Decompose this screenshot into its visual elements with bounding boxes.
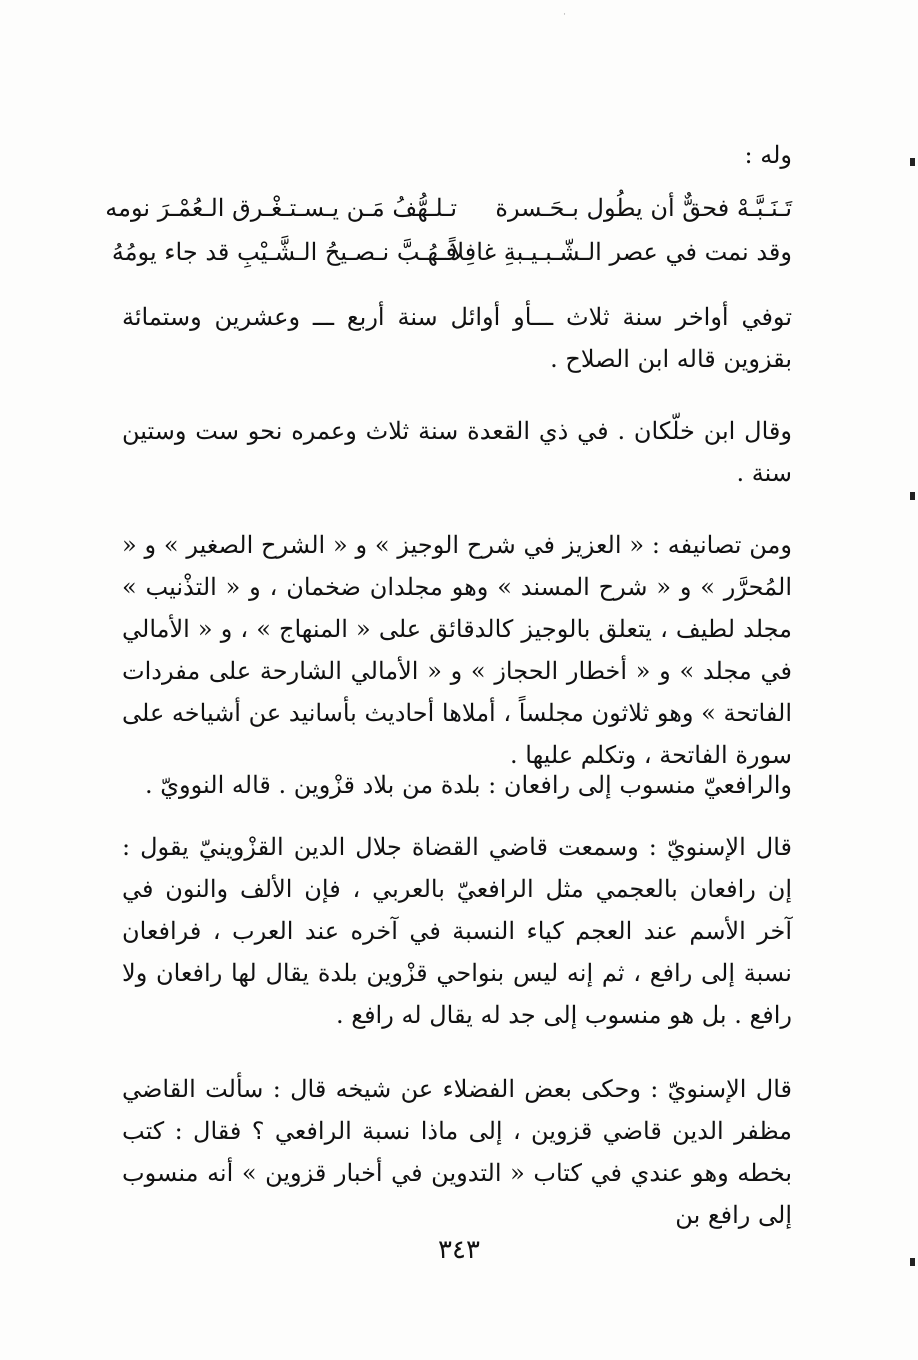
verse-second-hemistich: تـلـهُّفُ مَـن يـسـتـغْـرق الـعُمْـرَ نومه (105, 194, 457, 222)
paragraph-isnawi-qazwini: قال الإسنويّ : وسمعت قاضي القضاة جلال الدين القزْوينيّ يقول : إن رافعان بالعجمي مثل الرافعيّ بالعربي ، فإن الألف والنون في آخر الأسم عند العجم كياء النسبة في آخره عند العرب ، فرافعان نسبة إلى رافع ، ثم إنه ليس بنواحي قزْوين بلدة يقال لها رافعان ولا رافع . بل هو منسوب إلى جد له يقال له رافع . (122, 833, 792, 1029)
paragraph-death-date: توفي أواخر سنة ثلاث ـــأو أوائل سنة أربع ـــ وعشرين وستمائة بقزوين قاله ابن الصلاح . (122, 303, 792, 373)
verse-second-hemistich: فـهُـبَّ نـصـيحُ الـشَّـيْبِ قد جاء يومُهُ (111, 238, 457, 266)
scan-speck: ˙ (562, 13, 567, 24)
page-edge-mark (910, 1258, 915, 1266)
verse-line (111, 230, 792, 274)
page-edge-mark (910, 158, 915, 166)
paragraph-nisba: والرافعيّ منسوب إلى رافعان : بلدة من بلاد قزْوين . قاله النوويّ . (145, 771, 792, 799)
paragraph-isnawi-anecdote: قال الإسنويّ : وحكى بعض الفضلاء عن شيخه قال : سألت القاضي مظفر الدين قاضي قزوين ، إلى ماذا نسبة الرافعي ؟ فقال : كتب بخطه وهو عندي في كتاب « التدوين في أخبار قزوين » أنه منسوب إلى رافع بن (122, 1075, 792, 1229)
verse-first-hemistich: تَـنَـبَّـهْ فحقٌّ أن يطُول بـحَـسرة (495, 194, 792, 222)
poem (105, 186, 792, 274)
page-number: ٣٤٣ (438, 1235, 480, 1265)
paragraph-works: ومن تصانيفه : « العزيز في شرح الوجيز » و « الشرح الصغير » و « المُحرَّر » و « شرح المسند » وهو مجلدان ضخمان ، و « التذْنيب » مجلد لطيف ، يتعلق بالوجيز كالدقائق على « المنهاج » ، و « الأمالي في مجلد » و « أخطار الحجاز » و « الأمالي الشارحة على مفردات الفاتحة » وهو ثلاثون مجلساً ، أملاها أحاديث بأسانيد عن أشياخه على سورة الفاتحة ، وتكلم عليها . (122, 531, 792, 769)
verse-line (105, 186, 792, 230)
page-edge-mark (910, 492, 915, 500)
verse-intro: وله : (744, 141, 792, 169)
paragraph-ibn-khallikan: وقال ابن خلّكان . في ذي القعدة سنة ثلاث وعمره نحو ست وستين سنة . (122, 417, 792, 487)
verse-first-hemistich: وقد نمت في عصر الـشّـبـيـبةِ غافِلاً (450, 238, 792, 266)
